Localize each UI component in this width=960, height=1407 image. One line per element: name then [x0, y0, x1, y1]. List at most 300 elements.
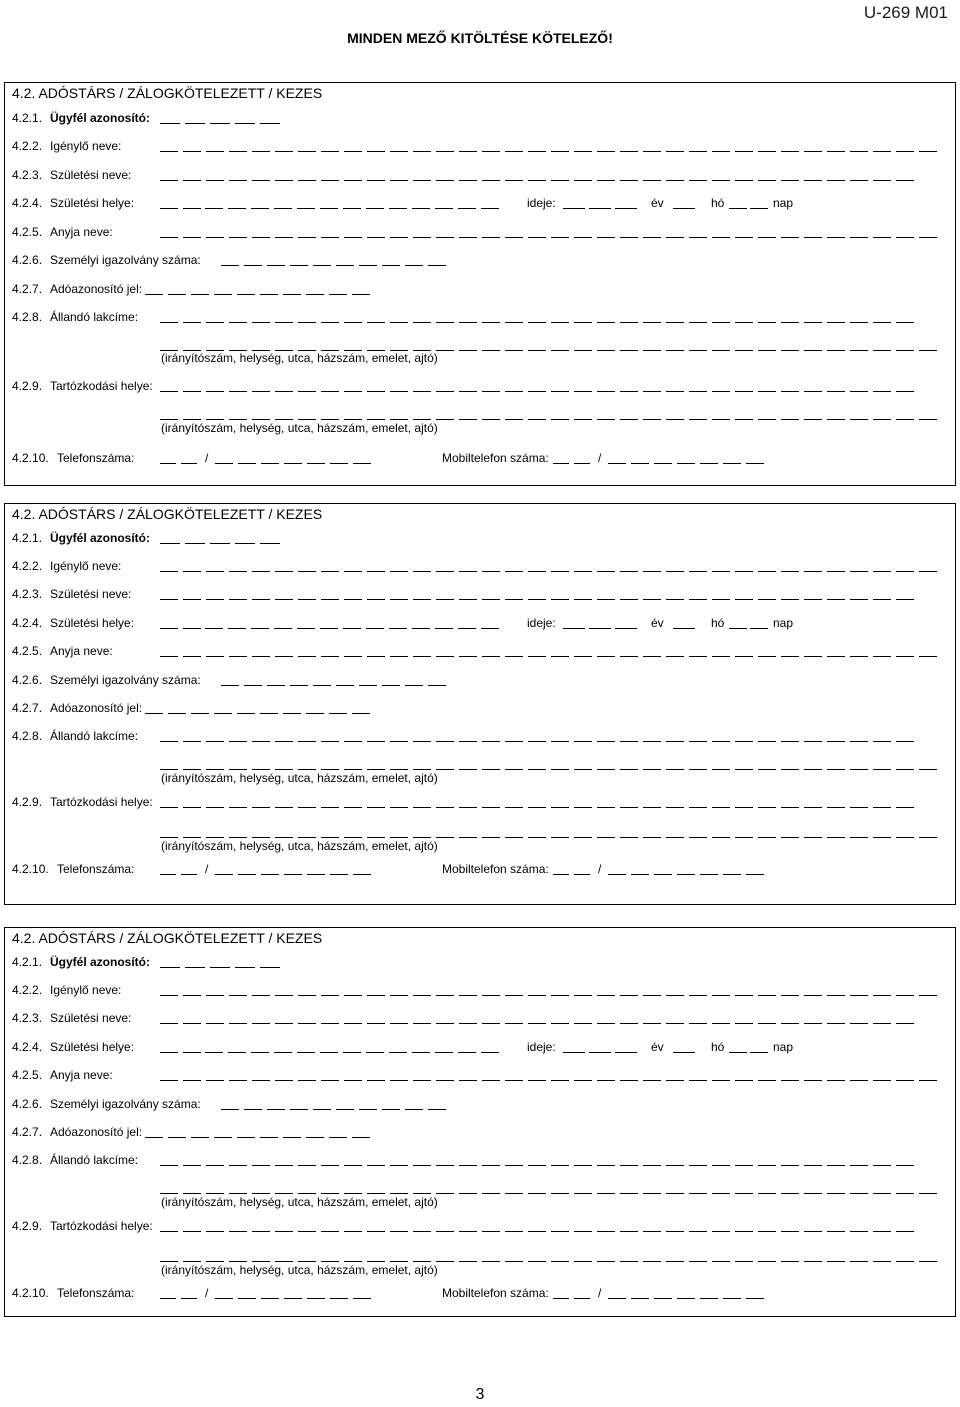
input-blank[interactable] — [329, 1122, 347, 1138]
input-blank[interactable] — [804, 556, 822, 572]
input-blank[interactable] — [850, 335, 868, 351]
input-blank[interactable] — [183, 404, 201, 420]
input-blank[interactable] — [274, 193, 292, 209]
input-blank[interactable] — [850, 1216, 868, 1232]
input-blank[interactable] — [321, 1246, 339, 1262]
input-blank[interactable] — [160, 193, 178, 209]
input-blank[interactable] — [689, 584, 707, 600]
input-blank[interactable] — [781, 726, 799, 742]
input-blank[interactable] — [390, 1178, 408, 1194]
input-blank[interactable] — [459, 222, 477, 238]
input-blank[interactable] — [183, 165, 201, 181]
input-blank[interactable] — [229, 584, 247, 600]
input-blank[interactable] — [620, 584, 638, 600]
input-blank[interactable] — [620, 754, 638, 770]
input-blank[interactable] — [712, 1178, 730, 1194]
input-blank[interactable] — [574, 335, 592, 351]
input-blank[interactable] — [666, 404, 684, 420]
input-blank[interactable] — [608, 859, 626, 875]
input-blank[interactable] — [758, 584, 776, 600]
input-blank[interactable] — [677, 859, 695, 875]
input-blank[interactable] — [321, 222, 339, 238]
input-blank[interactable] — [873, 307, 891, 323]
input-blank[interactable] — [643, 307, 661, 323]
input-blank[interactable] — [160, 754, 178, 770]
input-blank[interactable] — [574, 165, 592, 181]
input-blank[interactable] — [298, 641, 316, 657]
input-blank[interactable] — [482, 376, 500, 392]
input-blank[interactable] — [827, 584, 845, 600]
input-blank[interactable] — [758, 222, 776, 238]
input-blank[interactable] — [183, 1178, 201, 1194]
input-blank[interactable] — [482, 726, 500, 742]
input-blank[interactable] — [804, 1065, 822, 1081]
input-blank[interactable] — [459, 165, 477, 181]
input-blank[interactable] — [436, 1216, 454, 1232]
input-blank[interactable] — [252, 165, 270, 181]
input-blank[interactable] — [712, 335, 730, 351]
input-blank[interactable] — [367, 136, 385, 152]
input-blank[interactable] — [229, 641, 247, 657]
input-blank[interactable] — [183, 1008, 201, 1024]
input-blank[interactable] — [252, 584, 270, 600]
input-blank[interactable] — [758, 641, 776, 657]
input-blank[interactable] — [608, 448, 626, 464]
input-blank[interactable] — [221, 250, 239, 266]
input-blank[interactable] — [873, 376, 891, 392]
input-blank[interactable] — [307, 448, 325, 464]
input-blank[interactable] — [313, 670, 331, 686]
input-blank[interactable] — [436, 307, 454, 323]
input-blank[interactable] — [551, 641, 569, 657]
input-blank[interactable] — [183, 726, 201, 742]
input-blank[interactable] — [735, 1178, 753, 1194]
input-blank[interactable] — [827, 222, 845, 238]
input-blank[interactable] — [620, 556, 638, 572]
input-blank[interactable] — [183, 822, 201, 838]
input-blank[interactable] — [206, 641, 224, 657]
input-blank[interactable] — [185, 108, 205, 124]
input-blank[interactable] — [758, 1065, 776, 1081]
input-blank[interactable] — [160, 108, 180, 124]
input-blank[interactable] — [244, 250, 262, 266]
input-blank[interactable] — [654, 859, 672, 875]
input-blank[interactable] — [689, 980, 707, 996]
input-blank[interactable] — [919, 1246, 937, 1262]
input-blank[interactable] — [919, 754, 937, 770]
input-blank[interactable] — [827, 165, 845, 181]
input-blank[interactable] — [712, 222, 730, 238]
input-blank[interactable] — [183, 136, 201, 152]
input-blank[interactable] — [643, 376, 661, 392]
input-blank[interactable] — [673, 193, 695, 209]
input-blank[interactable] — [620, 376, 638, 392]
input-blank[interactable] — [712, 1065, 730, 1081]
input-blank[interactable] — [298, 792, 316, 808]
input-blank[interactable] — [206, 1008, 224, 1024]
input-blank[interactable] — [191, 698, 209, 714]
input-blank[interactable] — [390, 1216, 408, 1232]
input-blank[interactable] — [758, 136, 776, 152]
input-blank[interactable] — [873, 726, 891, 742]
input-blank[interactable] — [563, 193, 585, 209]
input-blank[interactable] — [321, 307, 339, 323]
input-blank[interactable] — [344, 335, 362, 351]
input-blank[interactable] — [275, 136, 293, 152]
input-blank[interactable] — [804, 1150, 822, 1166]
input-blank[interactable] — [643, 1216, 661, 1232]
input-blank[interactable] — [482, 136, 500, 152]
input-blank[interactable] — [896, 980, 914, 996]
input-blank[interactable] — [597, 1216, 615, 1232]
input-blank[interactable] — [160, 641, 178, 657]
input-blank[interactable] — [551, 1065, 569, 1081]
input-blank[interactable] — [804, 1008, 822, 1024]
input-blank[interactable] — [574, 376, 592, 392]
input-blank[interactable] — [238, 448, 256, 464]
input-blank[interactable] — [528, 1065, 546, 1081]
input-blank[interactable] — [677, 1283, 695, 1299]
input-blank[interactable] — [353, 1283, 371, 1299]
input-blank[interactable] — [712, 165, 730, 181]
input-blank[interactable] — [413, 376, 431, 392]
input-blank[interactable] — [275, 726, 293, 742]
input-blank[interactable] — [750, 193, 768, 209]
input-blank[interactable] — [205, 613, 223, 629]
input-blank[interactable] — [643, 584, 661, 600]
input-blank[interactable] — [666, 584, 684, 600]
input-blank[interactable] — [620, 307, 638, 323]
input-blank[interactable] — [574, 1178, 592, 1194]
input-blank[interactable] — [390, 376, 408, 392]
input-blank[interactable] — [666, 1246, 684, 1262]
input-blank[interactable] — [344, 1150, 362, 1166]
input-blank[interactable] — [229, 754, 247, 770]
input-blank[interactable] — [712, 641, 730, 657]
input-blank[interactable] — [244, 1094, 262, 1110]
input-blank[interactable] — [620, 335, 638, 351]
input-blank[interactable] — [210, 108, 230, 124]
input-blank[interactable] — [389, 193, 407, 209]
input-blank[interactable] — [321, 335, 339, 351]
input-blank[interactable] — [390, 792, 408, 808]
input-blank[interactable] — [413, 1246, 431, 1262]
input-blank[interactable] — [551, 1150, 569, 1166]
input-blank[interactable] — [528, 726, 546, 742]
input-blank[interactable] — [758, 165, 776, 181]
input-blank[interactable] — [723, 448, 741, 464]
input-blank[interactable] — [505, 222, 523, 238]
input-blank[interactable] — [336, 1094, 354, 1110]
input-blank[interactable] — [183, 613, 201, 629]
input-blank[interactable] — [528, 1178, 546, 1194]
input-blank[interactable] — [367, 404, 385, 420]
input-blank[interactable] — [597, 1008, 615, 1024]
input-blank[interactable] — [344, 726, 362, 742]
input-blank[interactable] — [214, 279, 232, 295]
input-blank[interactable] — [321, 584, 339, 600]
input-blank[interactable] — [275, 1008, 293, 1024]
input-blank[interactable] — [919, 222, 937, 238]
input-blank[interactable] — [145, 698, 163, 714]
input-blank[interactable] — [436, 556, 454, 572]
input-blank[interactable] — [260, 108, 280, 124]
input-blank[interactable] — [221, 670, 239, 686]
input-blank[interactable] — [160, 404, 178, 420]
input-blank[interactable] — [405, 250, 423, 266]
input-blank[interactable] — [689, 136, 707, 152]
input-blank[interactable] — [896, 376, 914, 392]
input-blank[interactable] — [436, 376, 454, 392]
input-blank[interactable] — [160, 136, 178, 152]
input-blank[interactable] — [229, 335, 247, 351]
input-blank[interactable] — [390, 165, 408, 181]
input-blank[interactable] — [229, 1246, 247, 1262]
input-blank[interactable] — [597, 165, 615, 181]
input-blank[interactable] — [574, 136, 592, 152]
input-blank[interactable] — [574, 404, 592, 420]
input-blank[interactable] — [252, 641, 270, 657]
input-blank[interactable] — [210, 952, 230, 968]
input-blank[interactable] — [873, 1150, 891, 1166]
input-blank[interactable] — [804, 641, 822, 657]
input-blank[interactable] — [160, 584, 178, 600]
input-blank[interactable] — [229, 1065, 247, 1081]
input-blank[interactable] — [758, 1178, 776, 1194]
input-blank[interactable] — [620, 792, 638, 808]
input-blank[interactable] — [528, 754, 546, 770]
input-blank[interactable] — [873, 980, 891, 996]
input-blank[interactable] — [712, 726, 730, 742]
input-blank[interactable] — [551, 584, 569, 600]
input-blank[interactable] — [344, 222, 362, 238]
input-blank[interactable] — [160, 792, 178, 808]
input-blank[interactable] — [367, 556, 385, 572]
input-blank[interactable] — [389, 613, 407, 629]
input-blank[interactable] — [804, 1178, 822, 1194]
input-blank[interactable] — [804, 822, 822, 838]
input-blank[interactable] — [712, 792, 730, 808]
input-blank[interactable] — [505, 1065, 523, 1081]
input-blank[interactable] — [919, 1178, 937, 1194]
input-blank[interactable] — [643, 980, 661, 996]
input-blank[interactable] — [228, 613, 246, 629]
input-blank[interactable] — [654, 1283, 672, 1299]
input-blank[interactable] — [238, 1283, 256, 1299]
input-blank[interactable] — [505, 1008, 523, 1024]
input-blank[interactable] — [275, 335, 293, 351]
input-blank[interactable] — [298, 1246, 316, 1262]
input-blank[interactable] — [735, 1246, 753, 1262]
input-blank[interactable] — [666, 136, 684, 152]
input-blank[interactable] — [528, 1216, 546, 1232]
input-blank[interactable] — [298, 822, 316, 838]
input-blank[interactable] — [712, 307, 730, 323]
input-blank[interactable] — [620, 1150, 638, 1166]
input-blank[interactable] — [781, 335, 799, 351]
input-blank[interactable] — [336, 250, 354, 266]
input-blank[interactable] — [412, 613, 430, 629]
input-blank[interactable] — [643, 726, 661, 742]
input-blank[interactable] — [589, 613, 611, 629]
input-blank[interactable] — [359, 250, 377, 266]
input-blank[interactable] — [505, 335, 523, 351]
input-blank[interactable] — [528, 376, 546, 392]
input-blank[interactable] — [758, 1246, 776, 1262]
input-blank[interactable] — [382, 250, 400, 266]
input-blank[interactable] — [735, 754, 753, 770]
input-blank[interactable] — [206, 822, 224, 838]
input-blank[interactable] — [215, 859, 233, 875]
input-blank[interactable] — [896, 404, 914, 420]
input-blank[interactable] — [412, 1037, 430, 1053]
input-blank[interactable] — [298, 404, 316, 420]
input-blank[interactable] — [735, 1216, 753, 1232]
input-blank[interactable] — [758, 376, 776, 392]
input-blank[interactable] — [205, 193, 223, 209]
input-blank[interactable] — [413, 792, 431, 808]
input-blank[interactable] — [321, 1216, 339, 1232]
input-blank[interactable] — [896, 222, 914, 238]
input-blank[interactable] — [574, 1216, 592, 1232]
input-blank[interactable] — [666, 754, 684, 770]
input-blank[interactable] — [298, 1216, 316, 1232]
input-blank[interactable] — [677, 448, 695, 464]
input-blank[interactable] — [551, 1216, 569, 1232]
input-blank[interactable] — [723, 1283, 741, 1299]
input-blank[interactable] — [183, 1246, 201, 1262]
input-blank[interactable] — [643, 1065, 661, 1081]
input-blank[interactable] — [459, 980, 477, 996]
input-blank[interactable] — [237, 279, 255, 295]
input-blank[interactable] — [436, 1178, 454, 1194]
input-blank[interactable] — [367, 307, 385, 323]
input-blank[interactable] — [643, 556, 661, 572]
input-blank[interactable] — [145, 279, 163, 295]
input-blank[interactable] — [413, 1008, 431, 1024]
input-blank[interactable] — [206, 1065, 224, 1081]
input-blank[interactable] — [896, 1178, 914, 1194]
input-blank[interactable] — [228, 1037, 246, 1053]
input-blank[interactable] — [689, 335, 707, 351]
input-blank[interactable] — [528, 792, 546, 808]
input-blank[interactable] — [597, 335, 615, 351]
input-blank[interactable] — [746, 1283, 764, 1299]
input-blank[interactable] — [252, 726, 270, 742]
input-blank[interactable] — [746, 448, 764, 464]
input-blank[interactable] — [215, 448, 233, 464]
input-blank[interactable] — [267, 250, 285, 266]
input-blank[interactable] — [274, 1037, 292, 1053]
input-blank[interactable] — [459, 1216, 477, 1232]
input-blank[interactable] — [505, 980, 523, 996]
input-blank[interactable] — [336, 670, 354, 686]
input-blank[interactable] — [353, 859, 371, 875]
input-blank[interactable] — [666, 335, 684, 351]
input-blank[interactable] — [643, 404, 661, 420]
input-blank[interactable] — [666, 376, 684, 392]
input-blank[interactable] — [528, 335, 546, 351]
input-blank[interactable] — [615, 193, 637, 209]
input-blank[interactable] — [205, 1037, 223, 1053]
input-blank[interactable] — [389, 1037, 407, 1053]
input-blank[interactable] — [160, 980, 178, 996]
input-blank[interactable] — [367, 1150, 385, 1166]
input-blank[interactable] — [290, 670, 308, 686]
input-blank[interactable] — [850, 726, 868, 742]
input-blank[interactable] — [367, 165, 385, 181]
input-blank[interactable] — [758, 792, 776, 808]
input-blank[interactable] — [160, 822, 178, 838]
input-blank[interactable] — [352, 1122, 370, 1138]
input-blank[interactable] — [553, 859, 569, 875]
input-blank[interactable] — [344, 404, 362, 420]
input-blank[interactable] — [321, 556, 339, 572]
input-blank[interactable] — [620, 136, 638, 152]
input-blank[interactable] — [412, 193, 430, 209]
input-blank[interactable] — [482, 980, 500, 996]
input-blank[interactable] — [275, 307, 293, 323]
input-blank[interactable] — [284, 859, 302, 875]
input-blank[interactable] — [712, 556, 730, 572]
input-blank[interactable] — [574, 556, 592, 572]
input-blank[interactable] — [298, 1150, 316, 1166]
input-blank[interactable] — [735, 1065, 753, 1081]
input-blank[interactable] — [643, 822, 661, 838]
input-blank[interactable] — [620, 1178, 638, 1194]
input-blank[interactable] — [298, 136, 316, 152]
input-blank[interactable] — [413, 222, 431, 238]
input-blank[interactable] — [252, 136, 270, 152]
input-blank[interactable] — [344, 1178, 362, 1194]
input-blank[interactable] — [229, 556, 247, 572]
input-blank[interactable] — [436, 1008, 454, 1024]
input-blank[interactable] — [528, 980, 546, 996]
input-blank[interactable] — [873, 136, 891, 152]
input-blank[interactable] — [413, 726, 431, 742]
input-blank[interactable] — [481, 1037, 499, 1053]
input-blank[interactable] — [275, 1150, 293, 1166]
input-blank[interactable] — [597, 726, 615, 742]
input-blank[interactable] — [260, 279, 278, 295]
input-blank[interactable] — [298, 584, 316, 600]
input-blank[interactable] — [459, 641, 477, 657]
input-blank[interactable] — [321, 1178, 339, 1194]
input-blank[interactable] — [551, 1246, 569, 1262]
input-blank[interactable] — [781, 584, 799, 600]
input-blank[interactable] — [405, 1094, 423, 1110]
input-blank[interactable] — [390, 556, 408, 572]
input-blank[interactable] — [620, 1065, 638, 1081]
input-blank[interactable] — [597, 822, 615, 838]
input-blank[interactable] — [261, 859, 279, 875]
input-blank[interactable] — [390, 822, 408, 838]
input-blank[interactable] — [643, 1178, 661, 1194]
input-blank[interactable] — [482, 1008, 500, 1024]
input-blank[interactable] — [237, 1122, 255, 1138]
input-blank[interactable] — [643, 222, 661, 238]
input-blank[interactable] — [260, 698, 278, 714]
input-blank[interactable] — [459, 1178, 477, 1194]
input-blank[interactable] — [804, 792, 822, 808]
input-blank[interactable] — [160, 335, 178, 351]
input-blank[interactable] — [758, 1150, 776, 1166]
input-blank[interactable] — [183, 193, 201, 209]
input-blank[interactable] — [758, 1216, 776, 1232]
input-blank[interactable] — [459, 822, 477, 838]
input-blank[interactable] — [597, 307, 615, 323]
input-blank[interactable] — [413, 641, 431, 657]
